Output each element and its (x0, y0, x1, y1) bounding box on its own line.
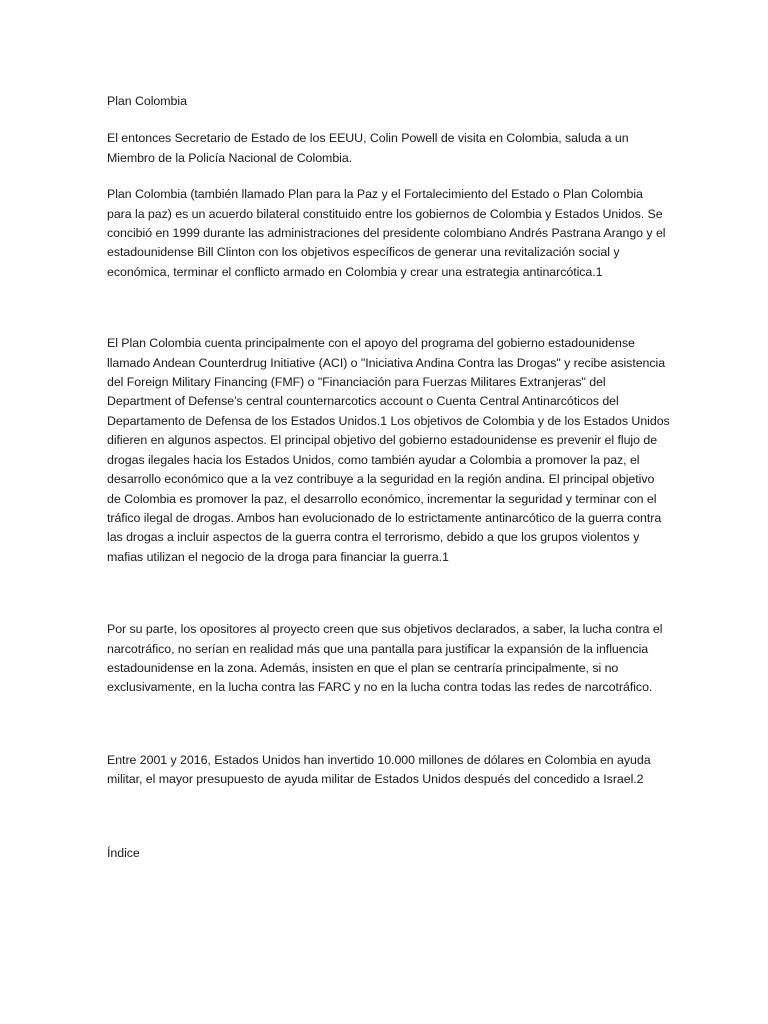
section-heading-index: Índice (107, 845, 140, 860)
paragraph-intro: Plan Colombia (también llamado Plan para la Paz y el Fortalecimiento del Estado o Plan Colombia para la paz) es un acuerdo bilateral constituido entre los gobiernos de Colombia y Estados Unidos. Se concibió en 1999 durante las administraciones del presidente colombiano Andrés Pastrana Arango y el estadounidense Bill Clinton con los objetivos específicos de generar una revitalización social y económica, terminar el conflicto armado en Colombia y crear una estrategia antinarcótica.1 (107, 187, 666, 279)
paragraph-funding: Entre 2001 y 2016, Estados Unidos han invertido 10.000 millones de dólares en Colombia en ayuda militar, el mayor presupuesto de ayuda militar de Estados Unidos después del concedido a Israel.2 (107, 752, 651, 787)
paragraph-support: El Plan Colombia cuenta principalmente con el apoyo del programa del gobierno estadounidense llamado Andean Counterdrug Initiative (ACI) o "Iniciativa Andina Contra las Drogas" y recibe asistencia del Foreign Military Financing (FMF) o "Financiación para Fuerzas Militares Extranjeras" del Department of Defense’s central counternarcotics account o Cuenta Central Antinarcóticos del Departamento de Defensa de los Estados Unidos.1 Los objetivos de Colombia y de los Estados Unidos difieren en algunos aspectos. El principal objetivo del gobierno estadounidense es prevenir el flujo de drogas ilegales hacia los Estados Unidos, como también ayudar a Colombia a promover la paz, el desarrollo económico que a la vez contribuye a la seguridad en la región andina. El principal objetivo de Colombia es promover la paz, el desarrollo económico, incrementar la seguridad y terminar con el tráfico ilegal de drogas. Ambos han evolucionado de lo estrictamente antinarcótico de la guerra contra las drogas a incluir aspectos de la guerra contra el terrorismo, debido a que los grupos violentos y mafias utilizan el negocio de la droga para financiar la guerra.1 (107, 336, 670, 564)
paragraph-opposition: Por su parte, los opositores al proyecto creen que sus objetivos declarados, a saber, la lucha contra el narcotráfico, no serían en realidad más que una pantalla para justificar la expansión de la influencia estadounidense en la zona. Además, insisten en que el plan se centraría principalmente, si no exclusivamente, en la lucha contra las FARC y no en la lucha contra todas las redes de narcotráfico. (107, 622, 663, 695)
image-caption: El entonces Secretario de Estado de los EEUU, Colin Powell de visita en Colombia, saluda a un Miembro de la Policía Nacional de Colombia. (107, 131, 629, 165)
document-page (107, 92, 670, 863)
document-title: Plan Colombia (107, 94, 187, 108)
